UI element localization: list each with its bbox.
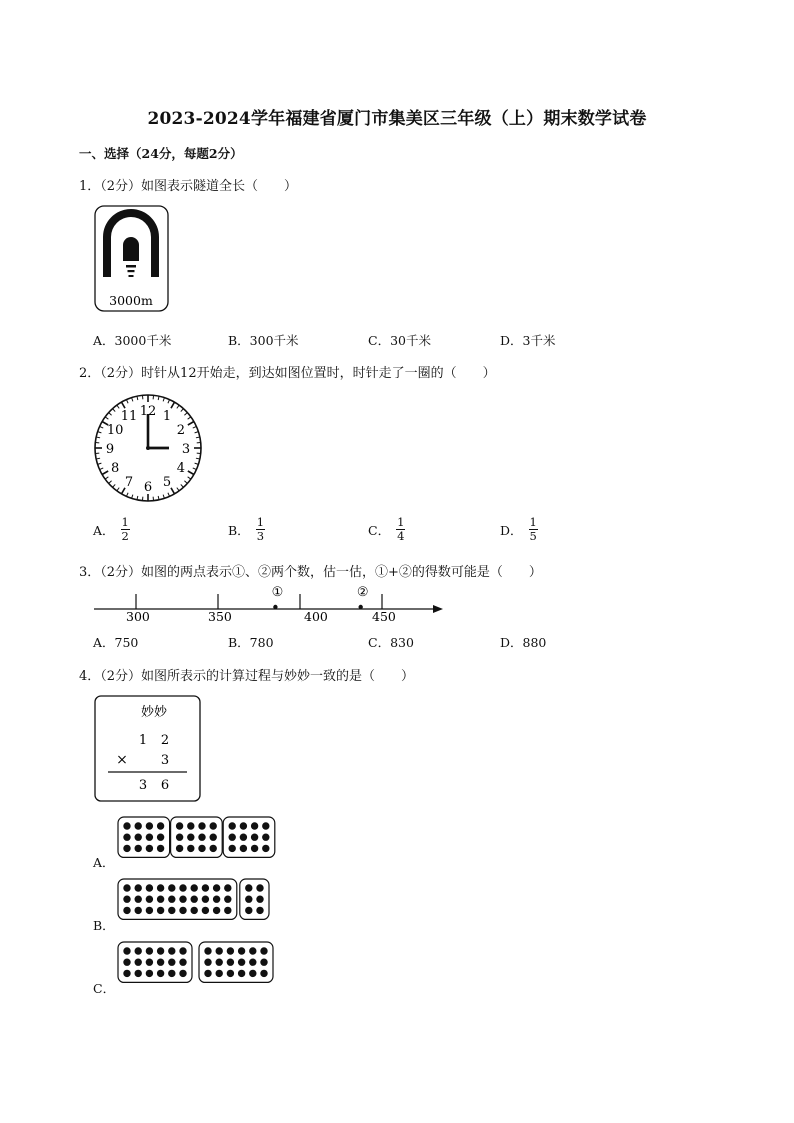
- dot: [249, 970, 256, 977]
- dot: [168, 970, 175, 977]
- dot: [224, 896, 231, 903]
- dot: [260, 959, 267, 966]
- dot: [227, 947, 234, 954]
- dot: [135, 970, 142, 977]
- dot: [229, 845, 236, 852]
- number-line-point-label: ①: [271, 585, 284, 600]
- dot: [202, 896, 209, 903]
- dot: [216, 959, 223, 966]
- dot: [168, 947, 175, 954]
- times-sign: ×: [116, 752, 128, 768]
- dot: [157, 959, 164, 966]
- dot: [135, 845, 142, 852]
- clock-number: 5: [162, 474, 172, 490]
- dot: [123, 907, 130, 914]
- dot: [135, 884, 142, 891]
- dot: [157, 947, 164, 954]
- dot-group-box: [240, 879, 269, 919]
- dot: [245, 907, 252, 914]
- clock-figure: [92, 392, 204, 504]
- dot: [262, 822, 269, 829]
- calc-digit: 2: [160, 733, 170, 748]
- calc-digit: 3: [138, 778, 148, 793]
- dot: [146, 884, 153, 891]
- section-heading: 一、选择（24分，每题2分）: [79, 146, 243, 161]
- road-mark: [126, 265, 136, 268]
- fraction: $\frac{1}{5}$: [529, 515, 537, 543]
- dot: [187, 822, 194, 829]
- dot: [229, 822, 236, 829]
- number-line-tick-label: 350: [208, 609, 232, 624]
- dot: [157, 896, 164, 903]
- number-line-point: [358, 605, 362, 609]
- tunnel-opening-icon: [123, 237, 139, 261]
- dot: [135, 947, 142, 954]
- dot: [157, 884, 164, 891]
- q3-option-d[interactable]: D．880: [500, 635, 547, 650]
- fraction: $\frac{1}{4}$: [397, 515, 405, 543]
- miaomiao-calculation-box: [94, 695, 204, 805]
- dot-array-options: [116, 815, 300, 995]
- clock-number: 8: [110, 461, 120, 476]
- dot: [260, 970, 267, 977]
- dot: [135, 834, 142, 841]
- dot: [216, 947, 223, 954]
- q1-option-d[interactable]: D．3千米: [500, 333, 556, 348]
- dot: [135, 822, 142, 829]
- dot: [168, 959, 175, 966]
- dot: [123, 845, 130, 852]
- dot: [179, 884, 186, 891]
- clock-number: 2: [176, 423, 186, 438]
- clock-number: 6: [143, 480, 153, 495]
- number-line-tick-label: 450: [372, 609, 396, 624]
- dot: [213, 884, 220, 891]
- number-line-points: [272, 585, 369, 609]
- tunnel-sign: [94, 205, 170, 313]
- dot: [123, 959, 130, 966]
- dot: [262, 845, 269, 852]
- dot: [179, 959, 186, 966]
- dot: [157, 970, 164, 977]
- dot: [146, 970, 153, 977]
- calc-digit: 3: [160, 753, 170, 768]
- dot: [204, 947, 211, 954]
- dot: [224, 884, 231, 891]
- clock-number: 10: [106, 423, 124, 438]
- dot: [123, 970, 130, 977]
- dot: [191, 884, 198, 891]
- question-3-text: 3．（2分）如图的两点表示①、②两个数，估一估，①+②的得数可能是（ ）: [79, 565, 542, 580]
- dot: [260, 947, 267, 954]
- dot: [251, 834, 258, 841]
- dot: [240, 834, 247, 841]
- calc-digit: 1: [138, 733, 148, 748]
- clock-number: 1: [162, 409, 172, 425]
- number-line-arrow: [433, 605, 443, 613]
- dot: [179, 947, 186, 954]
- calc-digit: 6: [160, 778, 170, 793]
- dot: [249, 947, 256, 954]
- dot: [135, 907, 142, 914]
- page-title: 2023-2024学年福建省厦门市集美区三年级（上）期末数学试卷: [147, 109, 647, 129]
- dot: [202, 907, 209, 914]
- number-line-tick-label: 300: [126, 609, 150, 624]
- q2-option-c[interactable]: C． $\frac{1}{4}$: [368, 515, 405, 543]
- dot: [168, 896, 175, 903]
- dot: [256, 884, 263, 891]
- dot: [176, 834, 183, 841]
- number-line: [90, 582, 450, 626]
- dot: [168, 907, 175, 914]
- dot: [157, 834, 164, 841]
- dot: [262, 834, 269, 841]
- dot: [187, 834, 194, 841]
- dot: [176, 845, 183, 852]
- question-4-text: 4．（2分）如图所表示的计算过程与妙妙一致的是（ ）: [79, 669, 415, 684]
- dot: [227, 959, 234, 966]
- calc-box-title: 妙妙: [140, 705, 168, 720]
- number-line-point: [273, 605, 277, 609]
- sign-label: 3000m: [109, 293, 153, 308]
- dot: [168, 884, 175, 891]
- dot: [210, 834, 217, 841]
- q3-option-c[interactable]: C．830: [368, 635, 414, 650]
- dot: [210, 845, 217, 852]
- dot: [157, 845, 164, 852]
- dot: [135, 959, 142, 966]
- dot: [146, 959, 153, 966]
- dot: [198, 822, 205, 829]
- number-line-tick-label: 400: [304, 609, 328, 624]
- dot: [123, 834, 130, 841]
- dot: [251, 845, 258, 852]
- clock-number: 3: [181, 442, 191, 457]
- dot: [249, 959, 256, 966]
- q1-option-b[interactable]: B．300千米: [228, 333, 299, 348]
- dot: [146, 947, 153, 954]
- dot: [256, 896, 263, 903]
- dot: [238, 947, 245, 954]
- dot: [179, 907, 186, 914]
- dot: [198, 834, 205, 841]
- dot: [240, 822, 247, 829]
- dot: [146, 822, 153, 829]
- clock-number: 11: [120, 409, 138, 425]
- dot: [123, 896, 130, 903]
- q4-option-b-label[interactable]: B．: [93, 918, 115, 933]
- dot: [191, 896, 198, 903]
- q2-option-b[interactable]: B． $\frac{1}{3}$: [228, 515, 265, 543]
- dot: [198, 845, 205, 852]
- dot: [146, 845, 153, 852]
- clock-number: 9: [105, 442, 115, 457]
- clock-number: 12: [139, 404, 157, 419]
- fraction: $\frac{1}{2}$: [121, 515, 129, 543]
- dot: [179, 970, 186, 977]
- dot: [213, 896, 220, 903]
- dot: [216, 970, 223, 977]
- dot: [238, 970, 245, 977]
- dot-groups: [118, 817, 275, 982]
- q2-option-d[interactable]: D． $\frac{1}{5}$: [500, 515, 537, 543]
- dot: [123, 822, 130, 829]
- dot: [157, 822, 164, 829]
- dot: [204, 970, 211, 977]
- dot: [146, 896, 153, 903]
- question-1-text: 1．（2分）如图表示隧道全长（ ）: [79, 179, 298, 194]
- clock-center: [146, 446, 150, 450]
- dot: [245, 896, 252, 903]
- dot: [204, 959, 211, 966]
- q3-option-b[interactable]: B．780: [228, 635, 274, 650]
- dot: [251, 822, 258, 829]
- number-line-point-label: ②: [356, 585, 369, 600]
- dot: [238, 959, 245, 966]
- dot: [213, 907, 220, 914]
- dot: [179, 896, 186, 903]
- dot: [256, 907, 263, 914]
- dot: [123, 947, 130, 954]
- dot: [123, 884, 130, 891]
- dot: [146, 834, 153, 841]
- dot: [240, 845, 247, 852]
- dot: [146, 907, 153, 914]
- q1-option-a[interactable]: A．3000千米: [93, 333, 172, 348]
- road-mark: [128, 270, 135, 272]
- dot: [187, 845, 194, 852]
- dot: [227, 970, 234, 977]
- q4-option-c-label[interactable]: C．: [93, 981, 116, 996]
- dot: [176, 822, 183, 829]
- question-2-text: 2．（2分）时针从12开始走，到达如图位置时，时针走了一圈的（ ）: [79, 366, 496, 381]
- dot: [191, 907, 198, 914]
- q4-option-a-label[interactable]: A．: [93, 855, 115, 870]
- road-mark: [129, 275, 134, 277]
- dot: [245, 884, 252, 891]
- dot: [202, 884, 209, 891]
- dot: [229, 834, 236, 841]
- clock-number: 4: [176, 461, 186, 476]
- dot: [157, 907, 164, 914]
- q3-option-a[interactable]: A．750: [93, 635, 139, 650]
- dot: [224, 907, 231, 914]
- dot: [135, 896, 142, 903]
- q1-option-c[interactable]: C．30千米: [368, 333, 431, 348]
- clock-number: 7: [124, 474, 134, 490]
- q2-option-a[interactable]: A． $\frac{1}{2}$: [93, 515, 129, 543]
- fraction: $\frac{1}{3}$: [256, 515, 265, 543]
- dot: [210, 822, 217, 829]
